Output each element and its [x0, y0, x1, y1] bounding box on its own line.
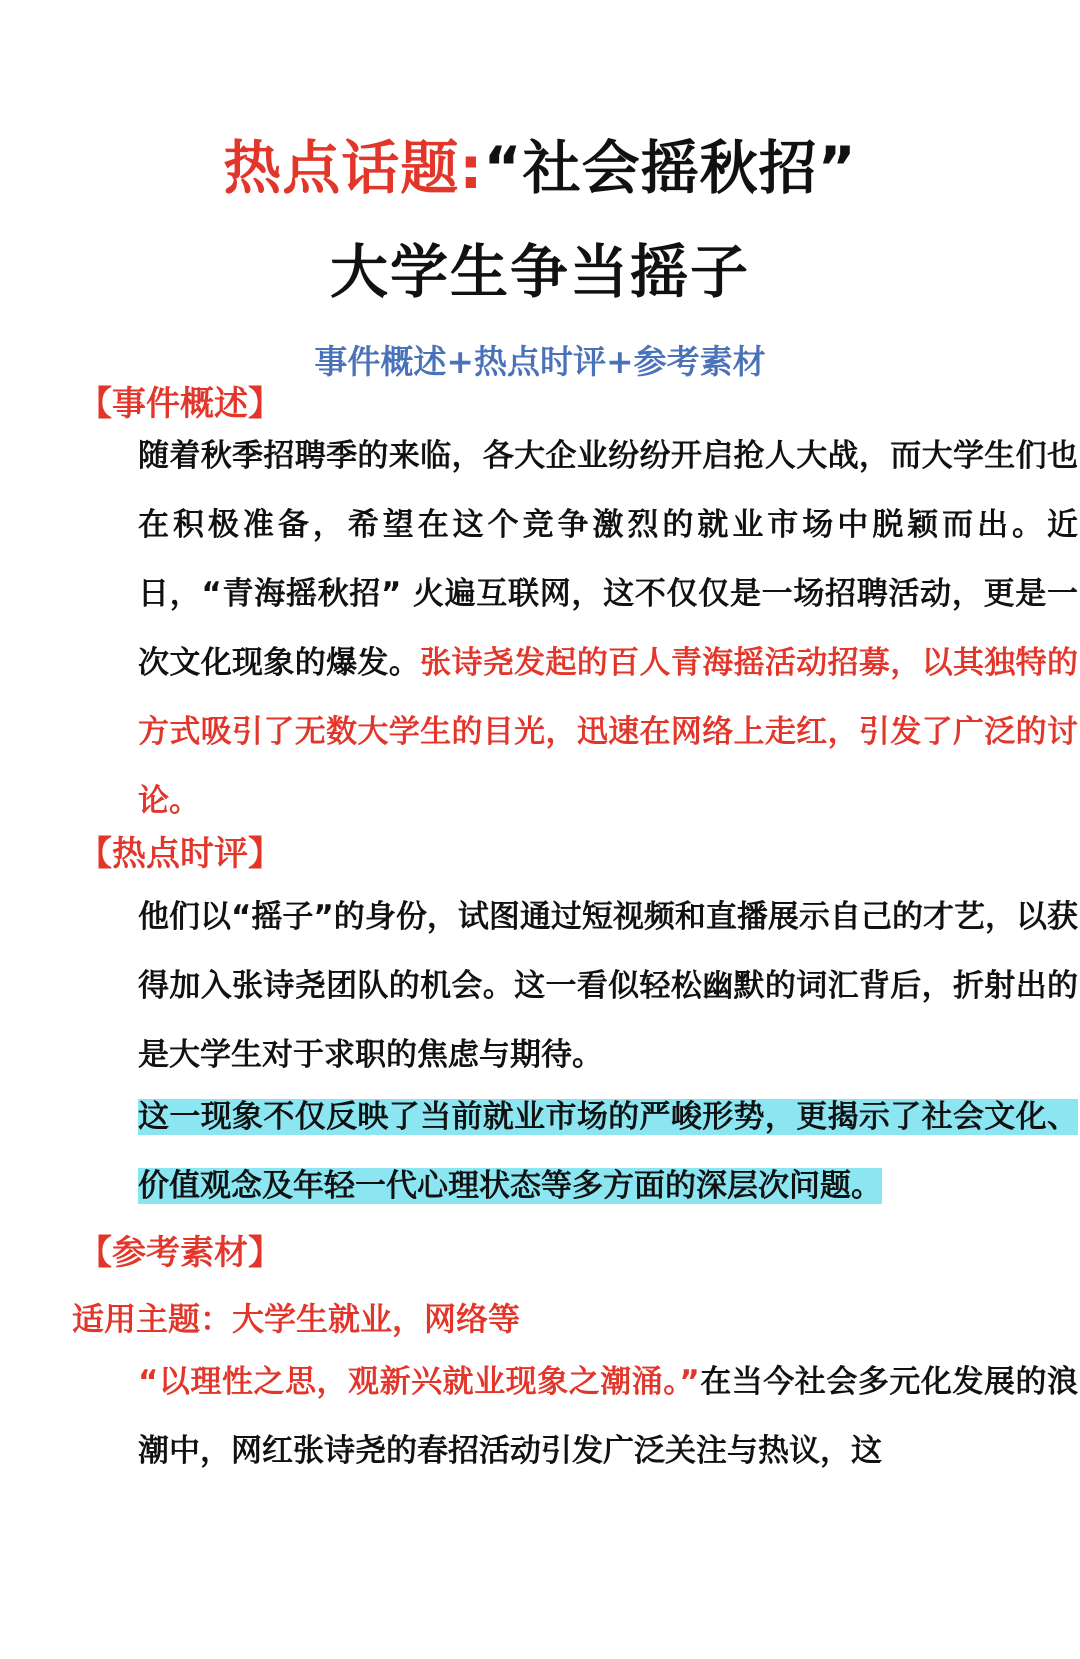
title-topic-text: “社会摇秋招”: [483, 134, 857, 202]
heading-overview: 【事件概述】: [78, 384, 282, 424]
overview-paragraph: [72, 422, 1078, 836]
overview-text: 随着秋季招聘季的来临，各大企业纷纷开启抢人大战，而大学生们也在积极准备，希望在这个竞争激烈的就业市场中脱颖而出。近日，“青海摇秋招” 火遍互联网，这不仅仅是一场招聘活动，更是一次文化现象的爆发。: [138, 438, 1078, 681]
title-line-1: [0, 132, 1080, 204]
heading-commentary: 【热点时评】: [78, 834, 282, 874]
materials-quote: “以理性之思，观新兴就业现象之潮涌。”: [138, 1364, 700, 1400]
overview-red-text: 张诗尧发起的百人青海摇活动招募，以其独特的方式吸引了无数大学生的目光，迅速在网络上走红，引发了广泛的讨论。: [138, 645, 1079, 819]
commentary-paragraph-1: 他们以“摇子”的身份，试图通过短视频和直播展示自己的才艺，以获得加入张诗尧团队的机会。这一看似轻松幽默的词汇背后，折射出的是大学生对于求职的焦虑与期待。: [138, 899, 1078, 1073]
title-hot-topic-label: 热点话题:: [223, 134, 484, 202]
subtitle: 事件概述+热点时评+参考素材: [314, 342, 766, 381]
title-line-2: 大学生争当摇子: [329, 238, 750, 306]
commentary-paragraph-2: [72, 1083, 1078, 1221]
materials-theme: 适用主题：大学生就业，网络等: [72, 1300, 521, 1338]
materials-text: 在当今社会多元化发展的浪潮中，网红张诗尧的春招活动引发广泛关注与热议，这: [138, 1364, 1079, 1469]
heading-materials: 【参考素材】: [78, 1233, 282, 1273]
commentary-highlighted-text: 这一现象不仅反映了当前就业市场的严峻形势，更揭示了社会文化、价值观念及年轻一代心理状态等多方面的深层次问题。: [138, 1099, 1078, 1204]
materials-paragraph: [72, 1348, 1078, 1486]
